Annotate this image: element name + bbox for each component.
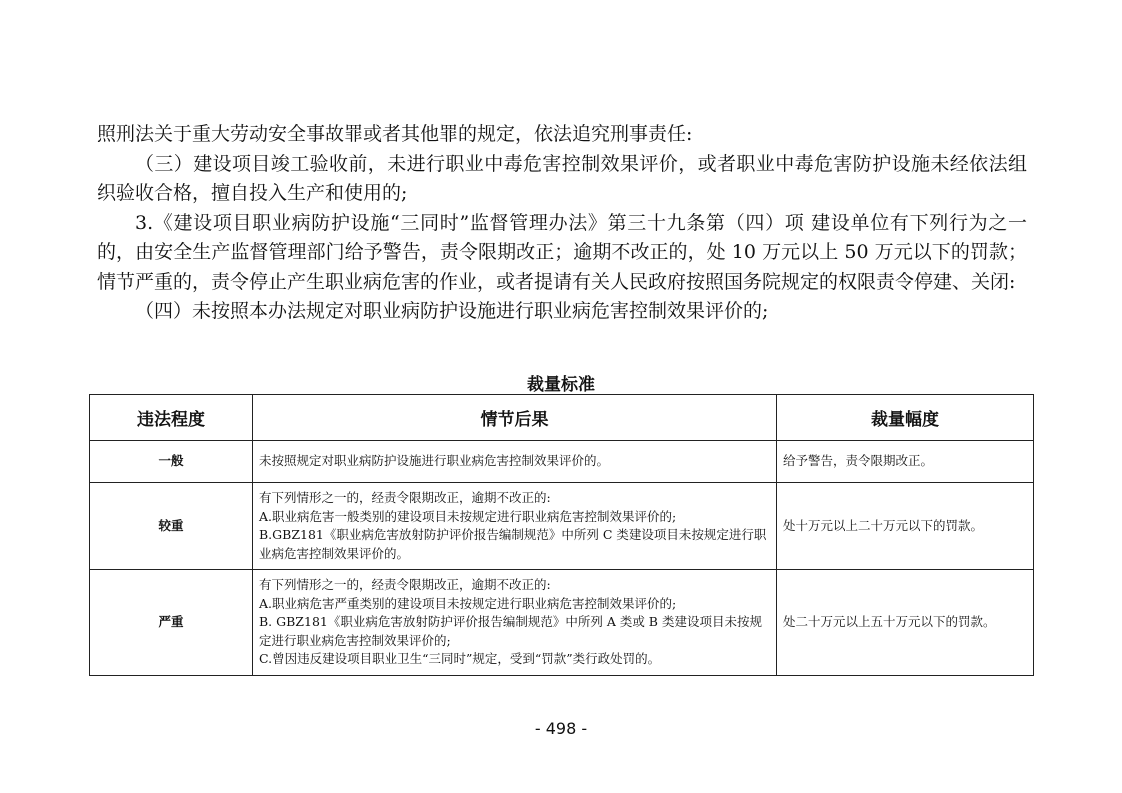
page-number: - 498 - — [534, 719, 588, 738]
paragraph: 照刑法关于重大劳动安全事故罪或者其他罪的规定，依法追究刑事责任: — [97, 123, 693, 145]
facts-line: C.曾因违反建设项目职业卫生“三同时”规定，受到“罚款”类行政处罚的。 — [259, 651, 661, 667]
table-row — [90, 441, 1034, 483]
table-row — [90, 570, 1034, 676]
facts-line: 有下列情形之一的，经责令限期改正，逾期不改正的: — [259, 490, 551, 505]
facts-cell — [253, 483, 777, 570]
penalty-cell: 给予警告，责令限期改正。 — [777, 441, 1034, 483]
level-cell: 一般 — [90, 441, 253, 483]
paragraph: 3.《建设项目职业病防护设施“三同时”监督管理办法》第三十九条第（四）项 建设单位有下列行为之一的，由安全生产监督管理部门给予警告，责令限期改正；逾期不改正的，处 10 万元以上 50 万元以下的罚款；情节严重的，责令停止产生职业病危害的作业，或者提请有关人民政府按照国务院规定的权限责令停建、关闭: — [97, 211, 1027, 293]
facts-cell — [253, 441, 777, 483]
table-row — [90, 483, 1034, 570]
penalty-cell: 处二十万元以上五十万元以下的罚款。 — [777, 570, 1034, 676]
level-cell: 较重 — [90, 483, 253, 570]
penalty-standard-table — [89, 394, 1034, 676]
paragraph: （三）建设项目竣工验收前，未进行职业中毒危害控制效果评价，或者职业中毒危害防护设施未经依法组织验收合格，擅自投入生产和使用的; — [97, 152, 1027, 204]
level-cell: 严重 — [90, 570, 253, 676]
column-header-facts: 情节后果 — [253, 395, 777, 441]
table-caption: 裁量标准 — [527, 375, 595, 395]
facts-line: B.GBZ181《职业病危害放射防护评价报告编制规范》中所列 C 类建设项目未按规定进行职业病危害控制效果评价的。 — [259, 527, 767, 561]
facts-line: A.职业病危害一般类别的建设项目未按规定进行职业病危害控制效果评价的; — [259, 508, 677, 524]
facts-line: 有下列情形之一的，经责令限期改正，逾期不改正的: — [259, 577, 551, 593]
facts-line: A.职业病危害严重类别的建设项目未按规定进行职业病危害控制效果评价的; — [259, 595, 677, 611]
body-text — [97, 120, 1027, 327]
facts-line: 未按照规定对职业病防护设施进行职业病危害控制效果评价的。 — [259, 453, 610, 469]
facts-cell — [253, 570, 777, 676]
facts-line: B. GBZ181《职业病危害放射防护评价报告编制规范》中所列 A 类或 B 类建设项目未按规定进行职业病危害控制效果评价的; — [259, 614, 762, 648]
column-header-penalty: 裁量幅度 — [777, 395, 1034, 441]
paragraph: （四）未按照本办法规定对职业病防护设施进行职业病危害控制效果评价的; — [135, 300, 769, 322]
table-header-row — [90, 395, 1034, 441]
penalty-cell: 处十万元以上二十万元以下的罚款。 — [777, 483, 1034, 570]
column-header-level: 违法程度 — [90, 395, 253, 441]
